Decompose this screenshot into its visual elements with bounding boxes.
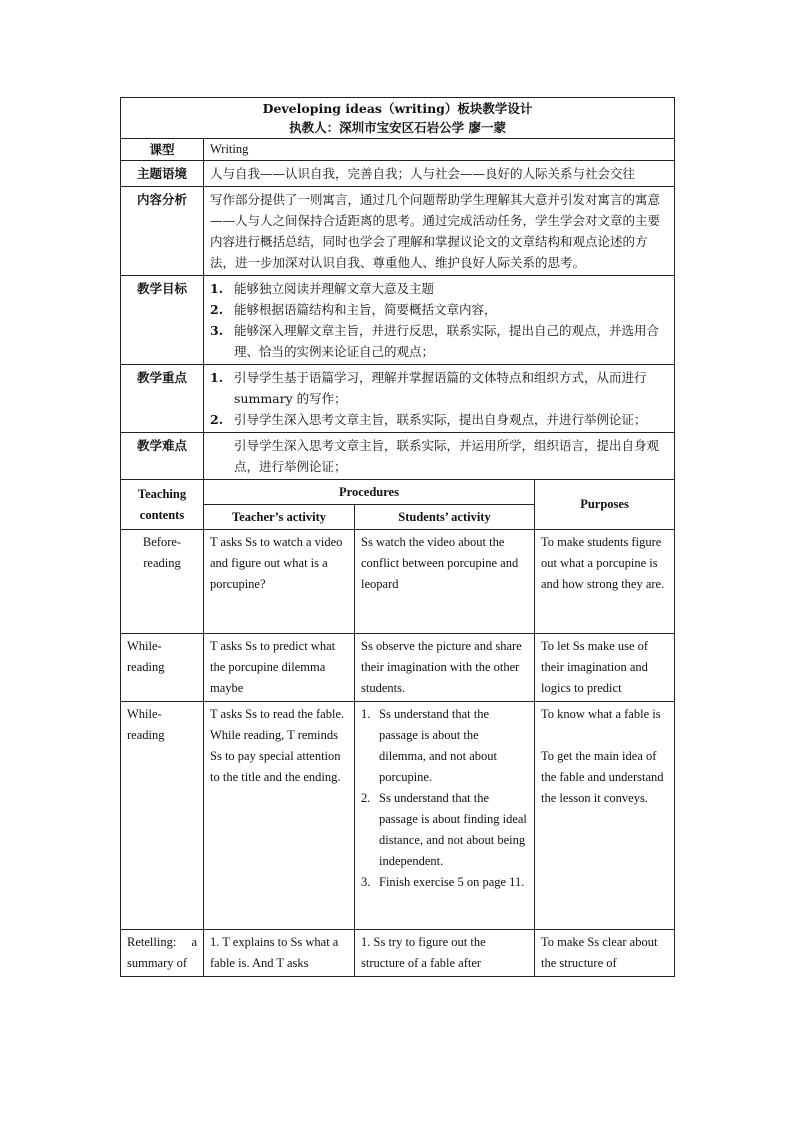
theme-value: 人与自我——认识自我，完善自我；人与社会——良好的人际关系与社会交往 — [204, 161, 675, 187]
difficulty-value: 引导学生深入思考文章主旨，联系实际，并运用所学，组织语言，提出自身观点，进行举例论证； — [204, 433, 675, 480]
key-point-num: 1. — [210, 370, 224, 385]
procedures-header-row — [121, 480, 675, 505]
goals-value — [204, 276, 675, 365]
list-item-num: 1. — [361, 707, 371, 721]
key-point-text: 引导学生基于语篇学习，理解并掌握语篇的文体特点和组织方式，从而进行 summary 的写作； — [234, 370, 647, 406]
purposes-cell: To make students figure out what a porcupine is and how strong they are. — [535, 530, 675, 634]
content-analysis-value: 写作部分提供了一则寓言，通过几个问题帮助学生理解其大意并引发对寓言的寓意——人与人之间保持合适距离的思考。通过完成活动任务，学生学会对文章的主要内容进行概括总结，同时也学会了理解和掌握议论文的文章结构和观点论述的方法，进一步加深对认识自我、尊重他人、维护良好人际关系的思考。 — [204, 187, 675, 276]
list-item-text: Ss understand that the passage is about finding ideal distance, and not about being independent. — [379, 791, 527, 868]
students-activity-list — [361, 704, 528, 893]
lesson-type-value: Writing — [204, 139, 675, 161]
key-points-value — [204, 365, 675, 433]
goal-text: 能够根据语篇结构和主旨，简要概括文章内容， — [234, 302, 497, 317]
theme-label: 主题语境 — [121, 161, 204, 187]
teacher-activity-cell: 1. T explains to Ss what a fable is. And T asks — [204, 930, 355, 977]
students-activity-cell: 1. Ss try to figure out the structure of a fable after — [355, 930, 535, 977]
difficulty-row — [121, 433, 675, 480]
purposes-header: Purposes — [535, 480, 675, 530]
teaching-content-cell: Before-reading — [121, 530, 204, 634]
procedure-row — [121, 634, 675, 702]
list-item-num: 2. — [361, 791, 371, 805]
goal-item — [210, 320, 668, 362]
goal-text: 能够深入理解文章主旨，并进行反思，联系实际，提出自己的观点，并选用合理、恰当的实例来论证自己的观点； — [234, 323, 660, 359]
students-activity-cell: Ss watch the video about the conflict between porcupine and leopard — [355, 530, 535, 634]
key-points-row — [121, 365, 675, 433]
key-point-item — [210, 409, 668, 430]
list-item — [361, 704, 528, 788]
list-item-num: 3. — [361, 875, 371, 889]
teaching-content-cell: Retelling: a summary of — [121, 930, 204, 977]
key-point-text: 引导学生深入思考文章主旨，联系实际，提出自身观点，并进行举例论证； — [234, 412, 647, 427]
goal-num: 1. — [210, 281, 224, 296]
title-line-2: 执教人：深圳市宝安区石岩公学 廖一蒙 — [289, 120, 506, 135]
theme-row — [121, 161, 675, 187]
purpose-gap — [541, 725, 668, 746]
content-analysis-label: 内容分析 — [121, 187, 204, 276]
goals-list — [210, 278, 668, 362]
procedure-row — [121, 530, 675, 634]
key-point-item — [210, 367, 668, 409]
goals-label: 教学目标 — [121, 276, 204, 365]
teaching-content-cell: While-reading — [121, 702, 204, 930]
key-point-num: 2. — [210, 412, 224, 427]
list-item-text: Finish exercise 5 on page 11. — [379, 875, 525, 889]
teacher-activity-cell: T asks Ss to predict what the porcupine dilemma maybe — [204, 634, 355, 702]
title-line-1: Developing ideas（writing）板块教学设计 — [262, 101, 533, 116]
list-item — [361, 872, 528, 893]
lesson-plan-document — [120, 97, 674, 977]
procedures-header: Procedures — [204, 480, 535, 505]
purposes-cell — [535, 702, 675, 930]
purpose-text: To know what a fable is — [541, 707, 661, 721]
teacher-activity-cell: T asks Ss to read the fable. While reading, T reminds Ss to pay special attention to the title and the ending. — [204, 702, 355, 930]
title-row — [121, 98, 675, 139]
key-points-list — [210, 367, 668, 430]
teaching-contents-header: Teaching contents — [121, 480, 204, 530]
goal-text: 能够独立阅读并理解文章大意及主题 — [234, 281, 435, 296]
purposes-cell: To make Ss clear about the structure of — [535, 930, 675, 977]
difficulty-label: 教学难点 — [121, 433, 204, 480]
lesson-type-label: 课型 — [121, 139, 204, 161]
content-analysis-row — [121, 187, 675, 276]
goal-item — [210, 278, 668, 299]
purposes-cell: To let Ss make use of their imagination and logics to predict — [535, 634, 675, 702]
teacher-activity-header: Teacher’s activity — [204, 505, 355, 530]
document-title — [121, 98, 675, 139]
teaching-content-cell: While-reading — [121, 634, 204, 702]
lesson-plan-table — [120, 97, 675, 977]
key-points-label: 教学重点 — [121, 365, 204, 433]
procedure-row — [121, 702, 675, 930]
students-activity-header: Students’ activity — [355, 505, 535, 530]
procedure-row — [121, 930, 675, 977]
lesson-type-row — [121, 139, 675, 161]
goal-num: 2. — [210, 302, 224, 317]
students-activity-cell — [355, 702, 535, 930]
goal-num: 3. — [210, 323, 224, 338]
purpose-text: To get the main idea of the fable and understand the lesson it conveys. — [541, 749, 664, 805]
goals-row — [121, 276, 675, 365]
goal-item — [210, 299, 668, 320]
students-activity-cell: Ss observe the picture and share their imagination with the other students. — [355, 634, 535, 702]
list-item — [361, 788, 528, 872]
list-item-text: Ss understand that the passage is about the dilemma, and not about porcupine. — [379, 707, 498, 784]
teacher-activity-cell: T asks Ss to watch a video and figure out what is a porcupine? — [204, 530, 355, 634]
